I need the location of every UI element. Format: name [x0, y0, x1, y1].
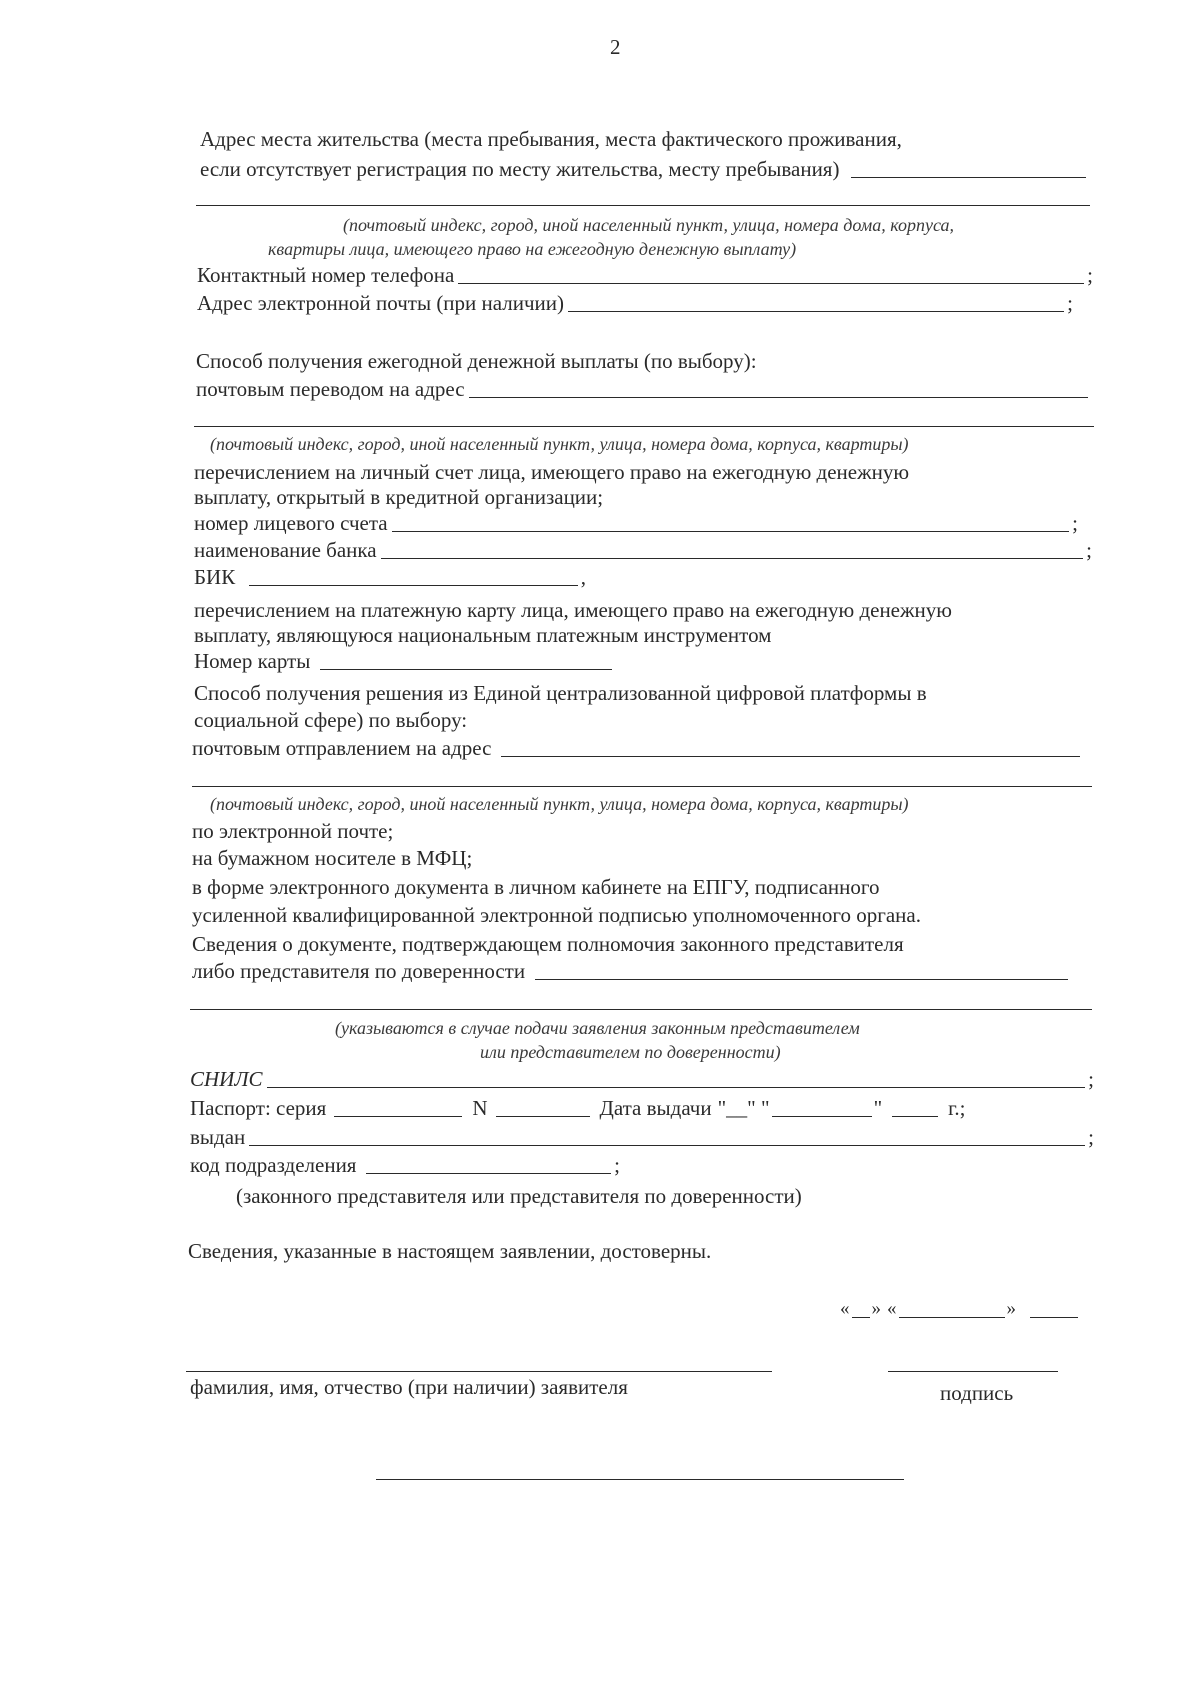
decision-electronic-line-1: в форме электронного документа в личном кабинете на ЕПГУ, подписанного — [192, 875, 880, 899]
passport-series-field[interactable] — [334, 1098, 462, 1117]
phone-row — [197, 262, 1093, 288]
applicant-name-caption: фамилия, имя, отчество (при наличии) заявителя — [190, 1375, 628, 1399]
decision-heading-2: социальной сфере) по выбору: — [194, 708, 468, 732]
representative-doc-field-continuation[interactable] — [190, 1009, 1092, 1010]
representative-whose-note: (законного представителя или представителя по доверенности) — [236, 1184, 802, 1208]
phone-label: Контактный номер телефона — [197, 263, 455, 287]
issued-by-label: выдан — [190, 1125, 246, 1149]
decision-postal-field[interactable] — [501, 738, 1080, 757]
snils-row — [190, 1066, 1094, 1092]
issue-date-year-suffix: г.; — [948, 1096, 966, 1120]
email-row — [197, 290, 1073, 316]
issued-by-terminator: ; — [1088, 1125, 1094, 1149]
date-day-open: « — [840, 1298, 850, 1319]
bik-field[interactable] — [249, 567, 578, 586]
payment-account-line-2: выплату, открытый в кредитной организации; — [194, 485, 604, 509]
payment-heading: Способ получения ежегодной денежной выплаты (по выбору): — [196, 349, 757, 373]
issued-by-row — [190, 1124, 1094, 1150]
decision-heading-1: Способ получения решения из Единой централизованной цифровой платформы в — [194, 681, 927, 705]
phone-terminator: ; — [1087, 263, 1093, 287]
email-field[interactable] — [568, 293, 1064, 312]
date-month-field[interactable] — [899, 1299, 1005, 1318]
bank-name-label: наименование банка — [194, 538, 377, 562]
date-row — [840, 1296, 1084, 1322]
date-day-field[interactable] — [852, 1299, 870, 1318]
snils-terminator: ; — [1088, 1067, 1094, 1091]
bank-name-terminator: ; — [1086, 538, 1092, 562]
confirmation-statement: Сведения, указанные в настоящем заявлении, достоверны. — [188, 1239, 712, 1263]
address-line-1: Адрес места жительства (места пребывания, места фактического проживания, — [200, 127, 902, 151]
bik-row — [194, 564, 586, 590]
bik-label: БИК — [194, 565, 236, 589]
payment-postal-row — [196, 376, 1090, 402]
passport-row — [190, 1095, 1050, 1121]
payment-card-line-2: выплату, являющуюся национальным платежным инструментом — [194, 623, 772, 647]
representative-doc-row — [192, 958, 1070, 984]
address-hint-1: (почтовый индекс, город, иной населенный пункт, улица, номера дома, корпуса, — [343, 215, 954, 235]
division-code-label: код подразделения — [190, 1153, 357, 1177]
representative-doc-line-2: либо представителя по доверенности — [192, 959, 526, 983]
account-number-field[interactable] — [392, 513, 1070, 532]
date-month-close: » — [1006, 1298, 1016, 1319]
issue-date-month-field[interactable] — [772, 1098, 872, 1117]
payment-card-line-1: перечислением на платежную карту лица, имеющего право на ежегодную денежную — [194, 598, 952, 622]
applicant-signature-line[interactable] — [888, 1371, 1058, 1372]
issue-date-year-field[interactable] — [892, 1098, 938, 1117]
payment-postal-hint: (почтовый индекс, город, иной населенный пункт, улица, номера дома, корпуса, квартиры) — [210, 434, 909, 454]
decision-email-option: по электронной почте; — [192, 819, 394, 843]
snils-label: СНИЛС — [190, 1067, 263, 1091]
snils-field[interactable] — [267, 1069, 1086, 1088]
division-code-field[interactable] — [366, 1155, 611, 1174]
payment-postal-field-continuation[interactable] — [194, 426, 1094, 427]
address-line-2: если отсутствует регистрация по месту жительства, месту пребывания) — [200, 157, 840, 181]
applicant-name-line[interactable] — [186, 1371, 772, 1372]
account-number-row — [194, 510, 1078, 536]
date-month-open: « — [887, 1298, 897, 1319]
bank-name-field[interactable] — [381, 540, 1084, 559]
issued-by-field[interactable] — [249, 1127, 1085, 1146]
address-field[interactable] — [851, 159, 1086, 178]
decision-paper-option: на бумажном носителе в МФЦ; — [192, 846, 473, 870]
issue-date-label: Дата выдачи — [599, 1096, 712, 1120]
email-label: Адрес электронной почты (при наличии) — [197, 291, 565, 315]
account-number-terminator: ; — [1072, 511, 1078, 535]
date-day-close: » — [871, 1298, 881, 1319]
decision-postal-label: почтовым отправлением на адрес — [192, 736, 492, 760]
representative-hint-1: (указываются в случае подачи заявления законным представителем — [335, 1018, 860, 1038]
representative-doc-line-1: Сведения о документе, подтверждающем полномочия законного представителя — [192, 932, 904, 956]
decision-postal-hint: (почтовый индекс, город, иной населенный пункт, улица, номера дома, корпуса, квартиры) — [210, 794, 909, 814]
decision-postal-row — [192, 735, 1082, 761]
decision-postal-field-continuation[interactable] — [192, 786, 1092, 787]
address-hint-2: квартиры лица, имеющего право на ежегодную денежную выплату) — [268, 239, 797, 259]
division-code-terminator: ; — [614, 1153, 620, 1177]
address-field-continuation[interactable] — [196, 205, 1090, 206]
passport-series-label: Паспорт: серия — [190, 1096, 327, 1120]
division-code-row — [190, 1152, 620, 1178]
passport-number-field[interactable] — [496, 1098, 590, 1117]
card-number-field[interactable] — [320, 651, 612, 670]
bottom-blank-line[interactable] — [376, 1479, 904, 1480]
issue-date-day-quotes: "__" " — [717, 1096, 770, 1120]
bank-name-row — [194, 537, 1092, 563]
address-line-2-row — [200, 156, 1088, 182]
date-year-field[interactable] — [1030, 1299, 1078, 1318]
representative-hint-2: или представителем по доверенности) — [480, 1042, 781, 1062]
representative-doc-field[interactable] — [535, 961, 1068, 980]
issue-date-quote-close: " — [873, 1096, 883, 1120]
payment-postal-label: почтовым переводом на адрес — [196, 377, 465, 401]
payment-account-line-1: перечислением на личный счет лица, имеющего право на ежегодную денежную — [194, 460, 910, 484]
phone-field[interactable] — [458, 265, 1084, 284]
card-number-label: Номер карты — [194, 649, 311, 673]
payment-postal-field[interactable] — [469, 379, 1088, 398]
email-terminator: ; — [1067, 291, 1073, 315]
page-number: 2 — [610, 35, 621, 59]
bik-terminator: , — [580, 565, 586, 589]
card-number-row — [194, 648, 614, 674]
applicant-signature-caption: подпись — [940, 1381, 1014, 1405]
passport-number-label: N — [472, 1096, 488, 1120]
account-number-label: номер лицевого счета — [194, 511, 388, 535]
decision-electronic-line-2: усиленной квалифицированной электронной подписью уполномоченного органа. — [192, 903, 921, 927]
